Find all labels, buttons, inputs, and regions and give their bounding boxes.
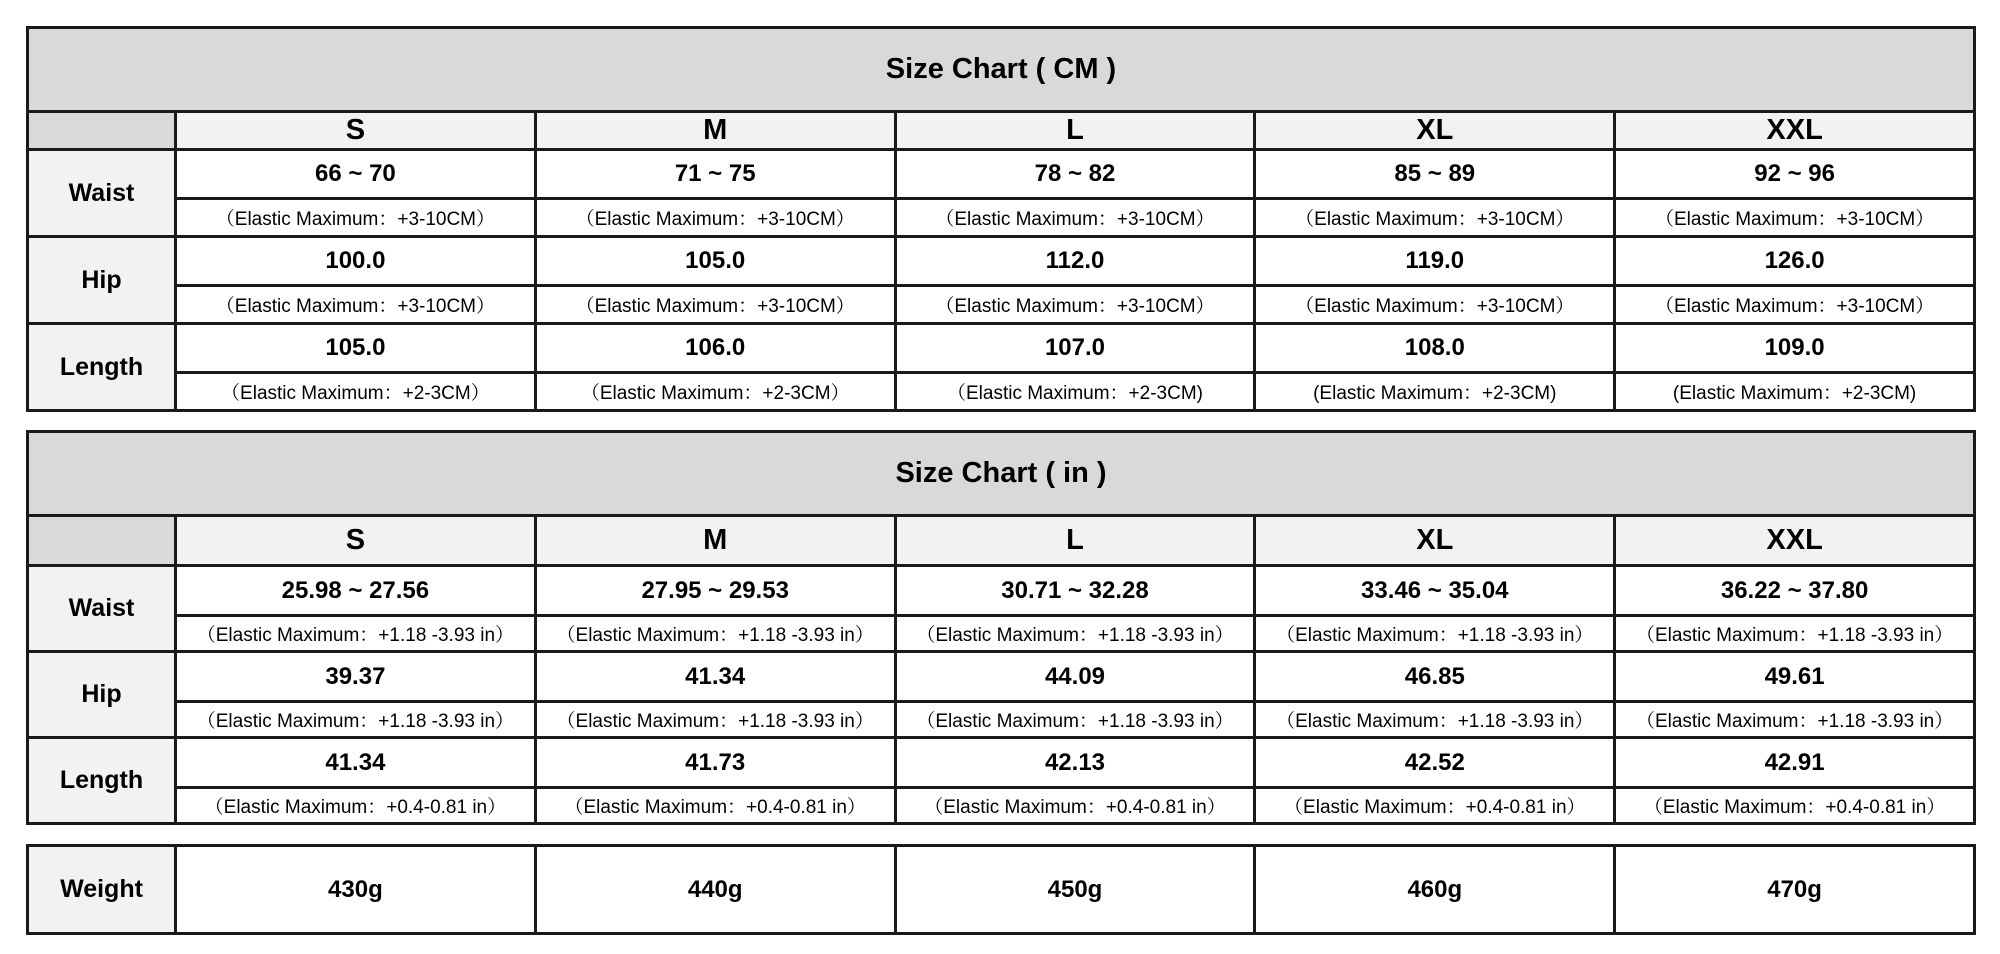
- measurement-value: 66 ~ 70: [176, 150, 536, 199]
- measurement-value: 126.0: [1615, 237, 1975, 286]
- size-header-s: S: [176, 516, 536, 566]
- measurement-value: 36.22 ~ 37.80: [1615, 566, 1975, 616]
- chart-title: Size Chart ( CM ): [28, 28, 1975, 112]
- elastic-note: （Elastic Maximum：+3-10CM）: [895, 286, 1255, 324]
- weight-value: 450g: [895, 846, 1255, 934]
- elastic-note: （Elastic Maximum：+3-10CM）: [176, 286, 536, 324]
- size-chart-in: [26, 430, 1976, 825]
- weight-value: 470g: [1615, 846, 1975, 934]
- weight-table: [26, 844, 1976, 935]
- elastic-note: （Elastic Maximum：+2-3CM): [895, 373, 1255, 411]
- elastic-note: （Elastic Maximum：+3-10CM）: [1615, 286, 1975, 324]
- row-label-waist: Waist: [28, 150, 176, 237]
- elastic-note: （Elastic Maximum：+1.18 -3.93 in）: [535, 702, 895, 738]
- measurement-value: 105.0: [176, 324, 536, 373]
- measurement-value: 92 ~ 96: [1615, 150, 1975, 199]
- measurement-value: 71 ~ 75: [535, 150, 895, 199]
- measurement-value: 42.91: [1615, 738, 1975, 788]
- elastic-note: （Elastic Maximum：+1.18 -3.93 in）: [1615, 702, 1975, 738]
- elastic-note: （Elastic Maximum：+3-10CM）: [535, 286, 895, 324]
- measurement-value: 42.13: [895, 738, 1255, 788]
- measurement-value: 100.0: [176, 237, 536, 286]
- elastic-note: （Elastic Maximum：+0.4-0.81 in）: [895, 788, 1255, 824]
- measurement-value: 25.98 ~ 27.56: [176, 566, 536, 616]
- elastic-note: (Elastic Maximum：+2-3CM): [1615, 373, 1975, 411]
- measurement-value: 30.71 ~ 32.28: [895, 566, 1255, 616]
- measurement-value: 78 ~ 82: [895, 150, 1255, 199]
- elastic-note: （Elastic Maximum：+3-10CM）: [1615, 199, 1975, 237]
- measurement-value: 41.34: [535, 652, 895, 702]
- elastic-note: （Elastic Maximum：+2-3CM）: [535, 373, 895, 411]
- measurement-value: 109.0: [1615, 324, 1975, 373]
- row-label-length: Length: [28, 738, 176, 824]
- size-header-xxl: XXL: [1615, 516, 1975, 566]
- elastic-note: （Elastic Maximum：+1.18 -3.93 in）: [535, 616, 895, 652]
- size-header-xl: XL: [1255, 112, 1615, 150]
- size-header-l: L: [895, 112, 1255, 150]
- measurement-value: 41.34: [176, 738, 536, 788]
- size-header-s: S: [176, 112, 536, 150]
- weight-value: 430g: [176, 846, 536, 934]
- measurement-value: 41.73: [535, 738, 895, 788]
- row-label-waist: Waist: [28, 566, 176, 652]
- corner-cell: [28, 112, 176, 150]
- elastic-note: （Elastic Maximum：+0.4-0.81 in）: [176, 788, 536, 824]
- elastic-note: （Elastic Maximum：+0.4-0.81 in）: [535, 788, 895, 824]
- elastic-note: （Elastic Maximum：+1.18 -3.93 in）: [176, 616, 536, 652]
- elastic-note: （Elastic Maximum：+0.4-0.81 in）: [1255, 788, 1615, 824]
- size-header-xxl: XXL: [1615, 112, 1975, 150]
- elastic-note: （Elastic Maximum：+1.18 -3.93 in）: [895, 616, 1255, 652]
- elastic-note: （Elastic Maximum：+0.4-0.81 in）: [1615, 788, 1975, 824]
- size-header-m: M: [535, 112, 895, 150]
- measurement-value: 85 ~ 89: [1255, 150, 1615, 199]
- elastic-note: （Elastic Maximum：+1.18 -3.93 in）: [1255, 616, 1615, 652]
- size-chart-cm: [26, 26, 1976, 412]
- elastic-note: （Elastic Maximum：+1.18 -3.93 in）: [1615, 616, 1975, 652]
- measurement-value: 112.0: [895, 237, 1255, 286]
- elastic-note: （Elastic Maximum：+2-3CM）: [176, 373, 536, 411]
- measurement-value: 27.95 ~ 29.53: [535, 566, 895, 616]
- measurement-value: 106.0: [535, 324, 895, 373]
- row-label-length: Length: [28, 324, 176, 411]
- elastic-note: （Elastic Maximum：+1.18 -3.93 in）: [895, 702, 1255, 738]
- size-header-xl: XL: [1255, 516, 1615, 566]
- row-label-weight: Weight: [28, 846, 176, 934]
- measurement-value: 46.85: [1255, 652, 1615, 702]
- measurement-value: 107.0: [895, 324, 1255, 373]
- row-label-hip: Hip: [28, 652, 176, 738]
- elastic-note: （Elastic Maximum：+3-10CM）: [535, 199, 895, 237]
- elastic-note: （Elastic Maximum：+1.18 -3.93 in）: [1255, 702, 1615, 738]
- corner-cell: [28, 516, 176, 566]
- elastic-note: （Elastic Maximum：+3-10CM）: [1255, 286, 1615, 324]
- weight-value: 460g: [1255, 846, 1615, 934]
- elastic-note: （Elastic Maximum：+3-10CM）: [176, 199, 536, 237]
- measurement-value: 44.09: [895, 652, 1255, 702]
- measurement-value: 49.61: [1615, 652, 1975, 702]
- elastic-note: （Elastic Maximum：+3-10CM）: [1255, 199, 1615, 237]
- elastic-note: (Elastic Maximum：+2-3CM): [1255, 373, 1615, 411]
- elastic-note: （Elastic Maximum：+1.18 -3.93 in）: [176, 702, 536, 738]
- size-header-m: M: [535, 516, 895, 566]
- chart-title: Size Chart ( in ): [28, 432, 1975, 516]
- measurement-value: 108.0: [1255, 324, 1615, 373]
- row-label-hip: Hip: [28, 237, 176, 324]
- measurement-value: 119.0: [1255, 237, 1615, 286]
- measurement-value: 42.52: [1255, 738, 1615, 788]
- measurement-value: 105.0: [535, 237, 895, 286]
- size-header-l: L: [895, 516, 1255, 566]
- measurement-value: 39.37: [176, 652, 536, 702]
- elastic-note: （Elastic Maximum：+3-10CM）: [895, 199, 1255, 237]
- weight-value: 440g: [535, 846, 895, 934]
- measurement-value: 33.46 ~ 35.04: [1255, 566, 1615, 616]
